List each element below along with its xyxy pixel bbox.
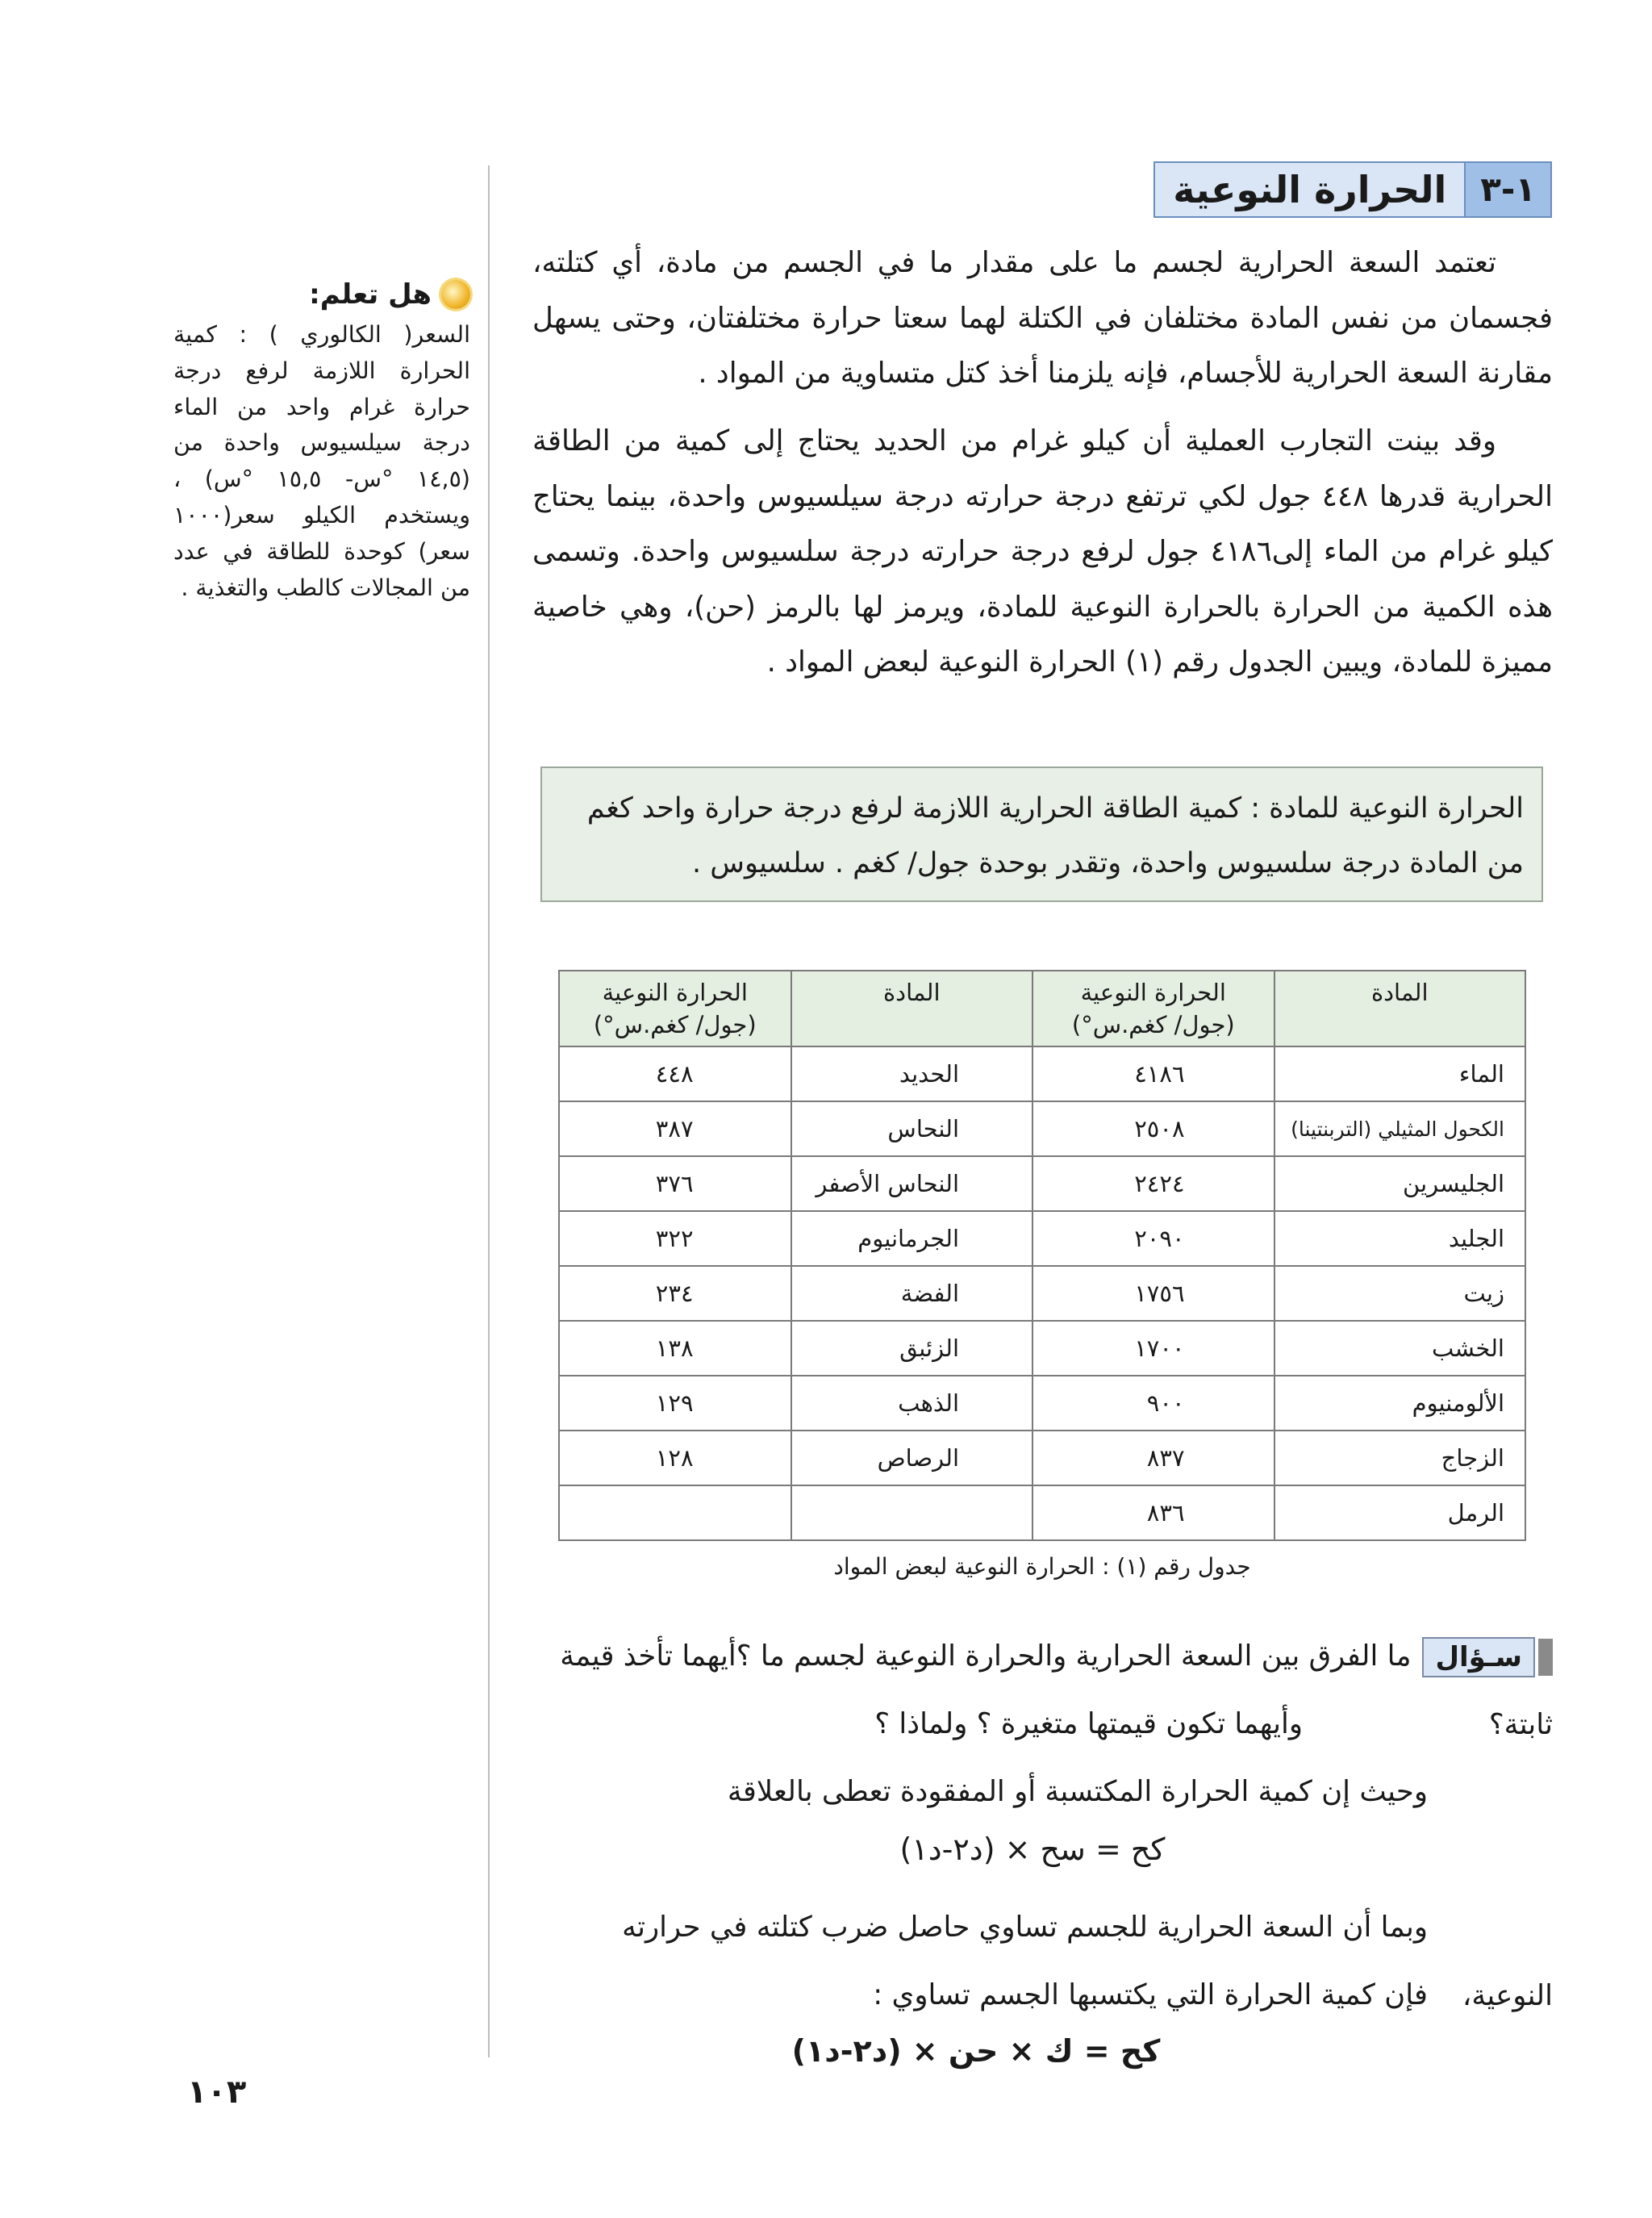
did-you-know-text: السعر( الكالوري ) : كمية الحرارة اللازمة لرفع درجة حرارة غرام واحد من الماء درجة سيلسيوس واحدة من (١٤,٥ °س- ١٥,٥ °س) ، ويستخدم الكيلو سعر(١٠٠٠ سعر) كوحدة للطاقة في عدد من المجالات كالطب والتغذية . <box>173 321 470 601</box>
question-line-4: وبما أن السعة الحرارية للجسم تساوي حاصل ضرب كتلته في حرارته النوعية، <box>622 1911 1553 2012</box>
page-number: ١٠٣ <box>187 2074 247 2111</box>
question-line-1: سـؤالما الفرق بين السعة الحرارية والحرارة النوعية لجسم ما ؟أيهما تأخذ قيمة ثابتة؟ <box>532 1622 1553 1759</box>
bulb-icon <box>441 280 470 309</box>
formula-heat-capacity: كح = سح × (د٢-د١) <box>899 1832 1166 1867</box>
formula-heat-quantity: كح = ك × حن × (د٢-د١) <box>791 2033 1161 2069</box>
header-material-2: المادة <box>791 971 1033 1046</box>
table-row: الجليسرين ٢٤٢٤ النحاس الأصفر ٣٧٦ <box>559 1156 1525 1211</box>
specific-heat-table <box>558 970 1526 1541</box>
did-you-know-heading: هل تعلم: <box>173 278 470 311</box>
section-title <box>1153 161 1552 218</box>
section-number: ١-٣ <box>1464 161 1552 218</box>
section-heading: الحرارة النوعية <box>1153 161 1464 218</box>
table-row: زيت ١٧٥٦ الفضة ٢٣٤ <box>559 1266 1525 1321</box>
question-line-2: وأيهما تكون قيمتها متغيرة ؟ ولماذا ؟ <box>874 1707 1303 1740</box>
definition-box <box>540 766 1543 902</box>
table-header-row <box>559 971 1525 1046</box>
question-line-3: وحيث إن كمية الحرارة المكتسبة أو المفقودة تعطى بالعلاقة <box>727 1775 1428 1808</box>
table-row: الكحول المثيلي (التربنتينا) ٢٥٠٨ النحاس ٣٨٧ <box>559 1101 1525 1156</box>
table-row: الزجاج ٨٣٧ الرصاص ١٢٨ <box>559 1431 1525 1485</box>
table-caption: جدول رقم (١) : الحرارة النوعية لبعض المواد <box>833 1553 1251 1580</box>
table-row: الخشب ١٧٠٠ الزئبق ١٣٨ <box>559 1321 1525 1376</box>
did-you-know-box <box>173 278 470 606</box>
header-heat-1: الحرارة النوعية (جول/ كغم.س°) <box>1032 971 1274 1046</box>
margin-divider <box>488 165 490 2057</box>
paragraph-2: وقد بينت التجارب العملية أن كيلو غرام من الحديد يحتاج إلى كمية من الطاقة الحرارية قدرها ٤٤٨ جول لكي ترتفع درجة حرارته درجة سيلسيوس واحدة، بينما يحتاج كيلو غرام من الماء إلى٤١٨٦ جول لرفع درجة حرارته درجة سلسيوس واحدة. وتسمى هذه الكمية من الحرارة بالحرارة النوعية للمادة، ويرمز لها بالرمز (حن)، وهي خاصية مميزة للمادة، ويبين الجدول رقم (١) الحرارة النوعية لبعض المواد . <box>532 424 1554 679</box>
header-heat-2: الحرارة النوعية (جول/ كغم.س°) <box>559 971 791 1046</box>
table-row: الجليد ٢٠٩٠ الجرمانيوم ٣٢٢ <box>559 1211 1525 1266</box>
table-row: الألومنيوم ٩٠٠ الذهب ١٢٩ <box>559 1376 1525 1431</box>
definition-line-1: الحرارة النوعية للمادة : كمية الطاقة الحرارية اللازمة لرفع درجة حرارة واحد كغم <box>586 792 1524 825</box>
question-line-5: فإن كمية الحرارة التي يكتسبها الجسم تساوي : <box>873 1978 1428 2011</box>
table-row: الرمل ٨٣٦ <box>559 1485 1525 1540</box>
paragraph-1: تعتمد السعة الحرارية لجسم ما على مقدار ما في الجسم من مادة، أي كتلته، فجسمان من نفس المادة مختلفان في الكتلة لهما سعتا حرارة مختلفتان، وحتى يسهل مقارنة السعة الحرارية للأجسام، فإنه يلزمنا أخذ كتل متساوية من المواد . <box>532 246 1553 390</box>
question-marker <box>1538 1639 1553 1676</box>
table-row: الماء ٤١٨٦ الحديد ٤٤٨ <box>559 1046 1525 1101</box>
question-label: سـؤال <box>1422 1637 1535 1677</box>
definition-line-2: من المادة درجة سلسيوس واحدة، وتقدر بوحدة جول/ كغم . سلسيوس . <box>692 847 1524 879</box>
header-material-1: المادة <box>1274 971 1525 1046</box>
